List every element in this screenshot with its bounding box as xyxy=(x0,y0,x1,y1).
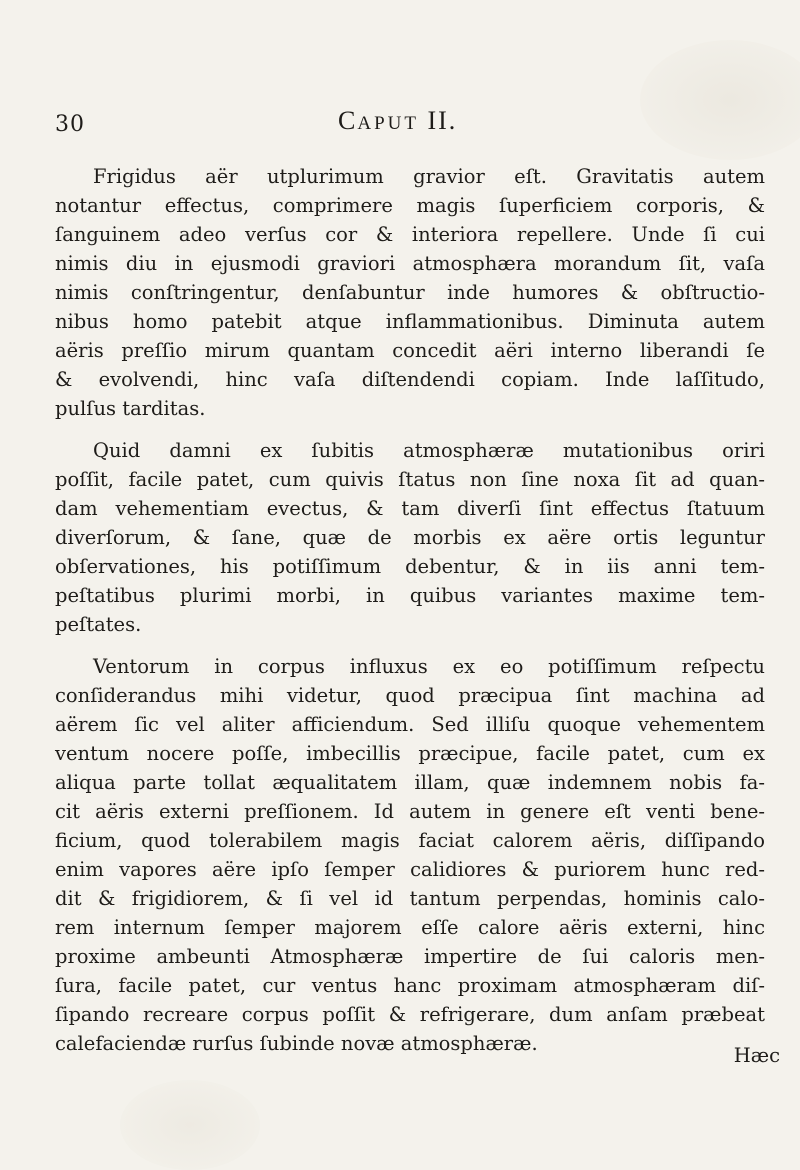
page-number: 30 xyxy=(55,112,85,137)
text-line: ſipando recreare corpus poſſit & refrigerare, dum anſam præbeat xyxy=(55,1003,765,1026)
text-line: ſanguinem adeo verſus cor & interiora repellere. Unde ſi cui xyxy=(55,223,765,246)
text-line: Frigidus aër utplurimum gravior eſt. Gravitatis autem xyxy=(93,165,765,188)
text-line: cit aëris externi preſſionem. Id autem in genere eſt venti bene- xyxy=(55,800,765,823)
text-line: rem internum ſemper majorem eſſe calore aëris externi, hinc xyxy=(55,916,765,939)
text-line: aliqua parte tollat æqualitatem illam, quæ indemnem nobis fa- xyxy=(55,771,765,794)
text-line: & evolvendi, hinc vaſa diſtendendi copiam. Inde laſſitudo, xyxy=(55,368,765,391)
text-line: peſtates. xyxy=(55,613,142,636)
text-line: dam vehementiam evectus, & tam diverſi ſint effectus ſtatuum xyxy=(55,497,765,520)
text-line: ſura, facile patet, cur ventus hanc proximam atmosphæram diſ- xyxy=(55,974,765,997)
paragraph-3 xyxy=(55,652,765,1058)
running-head-word: APUT xyxy=(357,113,419,134)
text-line: conſiderandus mihi videtur, quod præcipua ſint machina ad xyxy=(55,684,765,707)
text-line: pulſus tarditas. xyxy=(55,397,206,420)
running-head xyxy=(338,106,457,136)
text-line: nimis diu in ejusmodi graviori atmosphæra morandum ſit, vaſa xyxy=(55,252,765,275)
text-line: aërem ſic vel aliter afficiendum. Sed illiſu quoque vehementem xyxy=(55,713,765,736)
text-line: proxime ambeunti Atmosphæræ impertire de ſui caloris men- xyxy=(55,945,765,968)
text-line: calefaciendæ rurſus ſubinde novæ atmosphæræ. xyxy=(55,1032,538,1055)
text-line: aëris preſſio mirum quantam concedit aëri interno liberandi ſe xyxy=(55,339,765,362)
text-line: ficium, quod tolerabilem magis faciat calorem aëris, diſſipando xyxy=(55,829,765,852)
text-line: nibus homo patebit atque inflammationibus. Diminuta autem xyxy=(55,310,765,333)
text-line: peſtatibus plurimi morbi, in quibus variantes maxime tem- xyxy=(55,584,765,607)
body-text xyxy=(55,162,765,1058)
catchword: Hæc xyxy=(733,1044,780,1067)
text-line: dit & frigidiorem, & ſi vel id tantum perpendas, hominis calo- xyxy=(55,887,765,910)
running-head-initial: C xyxy=(338,106,358,135)
text-line: nimis conſtringentur, denſabuntur inde humores & obſtructio- xyxy=(55,281,765,304)
text-line: Ventorum in corpus influxus ex eo potiſſimum reſpectu xyxy=(93,655,765,678)
paragraph-1 xyxy=(55,162,765,423)
paper-stain xyxy=(120,1080,260,1170)
text-line: enim vapores aëre ipſo ſemper calidiores & puriorem hunc red- xyxy=(55,858,765,881)
text-line: notantur effectus, comprimere magis ſuperficiem corporis, & xyxy=(55,194,765,217)
text-line: Quid damni ex ſubitis atmosphæræ mutationibus oriri xyxy=(93,439,765,462)
text-line: ventum nocere poſſe, imbecillis præcipue, facile patet, cum ex xyxy=(55,742,765,765)
paragraph-2 xyxy=(55,436,765,639)
text-line: diverſorum, & ſane, quæ de morbis ex aëre ortis leguntur xyxy=(55,526,765,549)
text-line: poſſit, facile patet, cum quivis ſtatus non ſine noxa ſit ad quan- xyxy=(55,468,765,491)
running-head-numeral: II. xyxy=(427,106,458,135)
paper-stain xyxy=(640,40,800,160)
text-line: obſervationes, his potiſſimum debentur, & in iis anni tem- xyxy=(55,555,765,578)
